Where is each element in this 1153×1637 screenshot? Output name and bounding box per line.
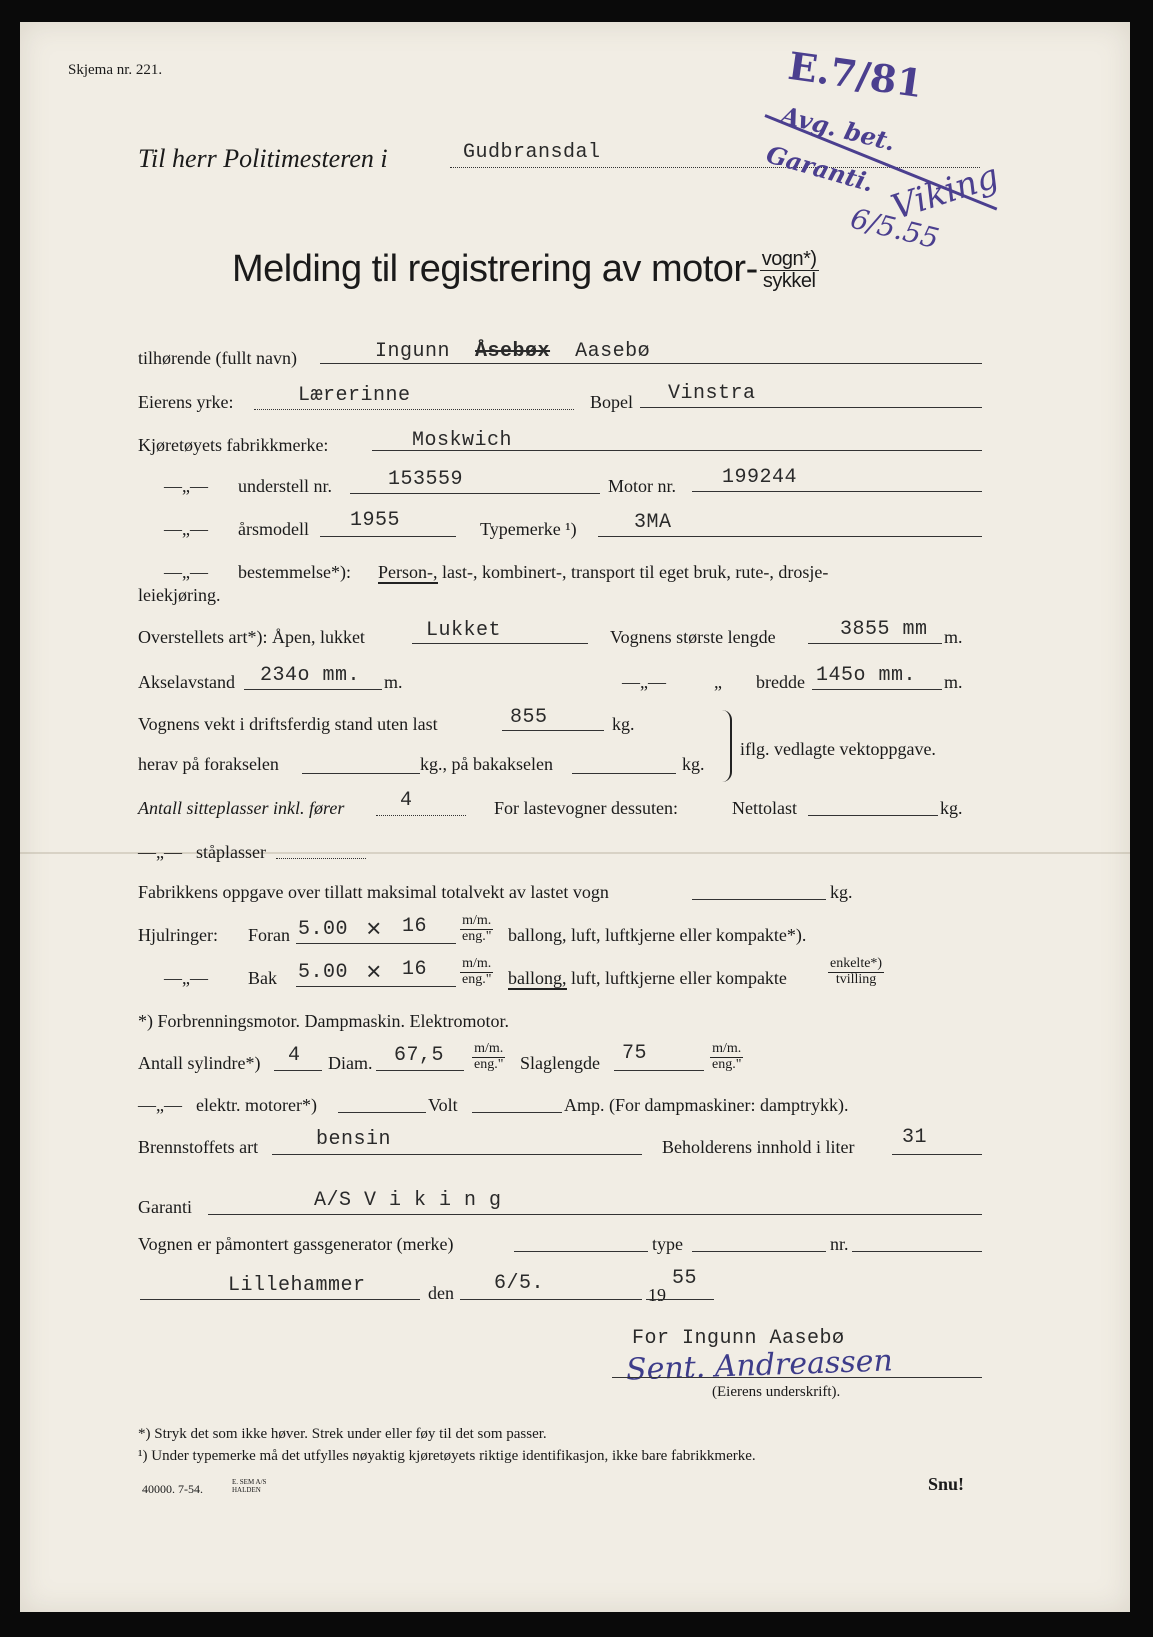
residence-line [640, 407, 982, 408]
single-label: enkelte*) [830, 956, 883, 971]
front-value-a[interactable]: 5.00 [298, 918, 349, 941]
gas-type-label: type [652, 1234, 683, 1254]
occupation-value[interactable]: Lærerinne [298, 384, 411, 407]
stroke-value[interactable]: 75 [622, 1042, 648, 1065]
fuel-label: Brennstoffets art [138, 1137, 259, 1157]
chassis-line [350, 493, 600, 494]
title-text: Melding til registrering av motor- [232, 248, 758, 290]
motor-label: Motor nr. [608, 476, 677, 496]
type-value[interactable]: 3MA [634, 511, 672, 534]
motor-value[interactable]: 199244 [722, 466, 798, 489]
footnote-2: ¹) Under typemerke må det utfylles nøyaktig kjøretøyets riktige identifikasjon, ikke bare fabrikkmerke. [138, 1448, 756, 1464]
diam-unit [472, 1042, 505, 1072]
diam-line [376, 1070, 464, 1071]
front-value-b[interactable]: 16 [402, 915, 428, 938]
seats-value[interactable]: 4 [400, 789, 413, 812]
weight-line [502, 730, 604, 731]
body-value[interactable]: Lukket [426, 619, 502, 642]
maxweight-label: Fabrikkens oppgave over tillatt maksimal totalvekt av lastet vogn [138, 882, 609, 902]
make-label: Kjøretøyets fabrikkmerke: [138, 435, 329, 455]
residence-label: Bopel [590, 392, 633, 412]
tank-label: Beholderens innhold i liter [662, 1137, 855, 1157]
signature-line [612, 1377, 982, 1378]
length-unit: m. [944, 627, 963, 647]
weight-unit: kg. [612, 714, 635, 734]
maxweight-unit: kg. [830, 882, 853, 902]
date-label: den [428, 1283, 454, 1303]
ditto-4: —„— [622, 672, 666, 692]
owner-last: Aasebø [575, 340, 651, 363]
rear-axle-unit: kg. [682, 754, 705, 774]
owner-first: Ingunn [375, 340, 451, 363]
fuel-value[interactable]: bensin [316, 1128, 392, 1151]
chassis-label: understell nr. [238, 476, 332, 496]
twin-label: tvilling [835, 971, 877, 987]
width-value[interactable]: 145o mm. [816, 664, 917, 687]
amp-label: Amp. (For dampmaskiner: damptrykk). [564, 1095, 849, 1115]
front-unit [460, 914, 493, 944]
length-line [808, 643, 942, 644]
make-value[interactable]: Moskwich [412, 429, 513, 452]
owner-struck: Åsebøx [475, 340, 551, 363]
ditto-7: —„— [138, 1095, 182, 1115]
front-axle-label: herav på forakselen [138, 754, 279, 774]
axle-unit: m. [384, 672, 403, 692]
title-frac-top: vogn*) [761, 248, 817, 271]
chassis-value[interactable]: 153559 [388, 468, 464, 491]
axle-value[interactable]: 234o mm. [260, 664, 361, 687]
title-fraction [760, 249, 819, 292]
width-quote: „ [714, 672, 722, 692]
stamp-guarantee: Garanti. [763, 139, 878, 198]
gas-nr-label: nr. [830, 1234, 849, 1254]
guarantee-line [208, 1214, 982, 1215]
owner-signature[interactable]: Sent. Andreassen [625, 1343, 894, 1388]
ditto-3: —„— [164, 562, 208, 582]
type-label: Typemerke ¹) [480, 519, 577, 539]
stroke-unit-eng: eng." [712, 1056, 742, 1072]
form-page [20, 22, 1130, 1612]
body-line [412, 643, 588, 644]
purpose-rest: last-, kombinert-, transport til eget bruk, rute-, drosje- [442, 562, 829, 582]
width-label: bredde [756, 672, 805, 692]
rear-value-a[interactable]: 5.00 [298, 961, 349, 984]
cyl-label: Antall sylindre*) [138, 1053, 261, 1073]
purpose-line2: leiekjøring. [138, 585, 221, 605]
gas-nr-line[interactable] [852, 1251, 982, 1252]
stroke-unit-mm: m/m. [710, 1042, 743, 1058]
diam-value[interactable]: 67,5 [394, 1044, 445, 1067]
seats-line [376, 815, 466, 816]
front-times: × [366, 915, 383, 945]
purpose-options[interactable] [378, 562, 828, 583]
front-line [296, 943, 456, 944]
front-unit-mm: m/m. [460, 914, 493, 930]
signature-caption: (Eierens underskrift). [712, 1384, 841, 1400]
occupation-label: Eierens yrke: [138, 392, 234, 412]
rear-unit [460, 957, 493, 987]
guarantee-value[interactable]: A/S V i k i n g [314, 1189, 502, 1212]
footer-printer: E. SEM A/S HALDEN [232, 1478, 267, 1494]
year-line [320, 536, 456, 537]
ditto-2: —„— [164, 519, 208, 539]
width-unit: m. [944, 672, 963, 692]
rear-value-b[interactable]: 16 [402, 958, 428, 981]
front-tyre-types[interactable]: ballong, luft, luftkjerne eller kompakte*). [508, 925, 807, 945]
rear-axle-label: kg., på bakakselen [420, 754, 553, 774]
date-value[interactable]: 6/5. [494, 1272, 545, 1295]
volt-label: Volt [428, 1095, 458, 1115]
page-title [232, 248, 819, 292]
diam-label: Diam. [328, 1053, 373, 1073]
electric-line[interactable] [338, 1112, 426, 1113]
weight-value[interactable]: 855 [510, 706, 548, 729]
year-value[interactable]: 1955 [350, 509, 401, 532]
weight-label: Vognens vekt i driftsferdig stand uten last [138, 714, 438, 734]
owner-line [320, 363, 982, 364]
rear-times: × [366, 958, 383, 988]
front-unit-eng: eng." [462, 928, 492, 944]
single-twin[interactable] [828, 957, 884, 987]
seats-label: Antall sitteplasser inkl. fører [138, 798, 345, 818]
tank-line [892, 1154, 982, 1155]
length-value[interactable]: 3855 mm [840, 618, 928, 641]
body-label: Overstellets art*): Åpen, lukket [138, 627, 365, 647]
ditto-6: —„— [164, 968, 208, 988]
occupation-line [254, 409, 574, 410]
rear-line [296, 986, 456, 987]
netload-line[interactable] [808, 815, 938, 816]
rear-tyre-types[interactable] [508, 968, 787, 989]
purpose-label: bestemmelse*): [238, 562, 351, 582]
gas-line[interactable] [514, 1251, 648, 1252]
guarantee-label: Garanti [138, 1197, 192, 1217]
stroke-label: Slaglengde [520, 1053, 600, 1073]
stroke-unit [710, 1042, 743, 1072]
rear-tyre-balloon: ballong, [508, 968, 567, 988]
footer-turn: Snu! [928, 1474, 965, 1494]
ditto-5: —„— [138, 842, 182, 862]
truck-label: For lastevogner dessuten: [494, 798, 678, 818]
title-frac-bottom: sykkel [762, 270, 816, 293]
rear-unit-eng: eng." [462, 971, 492, 987]
electric-label: elektr. motorer*) [196, 1095, 317, 1115]
weight-brace [720, 710, 732, 782]
purpose-selected: Person-, [378, 562, 438, 582]
length-label: Vognens største lengde [610, 627, 776, 647]
rear-unit-mm: m/m. [460, 957, 493, 973]
date-line [460, 1299, 642, 1300]
fuel-line [272, 1154, 642, 1155]
year-prefix: 19 [648, 1285, 666, 1305]
tank-value[interactable]: 31 [902, 1126, 928, 1149]
residence-value[interactable]: Vinstra [668, 382, 756, 405]
front-axle-line[interactable] [302, 773, 420, 774]
netload-unit: kg. [940, 798, 963, 818]
standing-label: ståplasser [196, 842, 266, 862]
weight-note: iflg. vedlagte vektoppgave. [740, 739, 936, 759]
footer-code: 40000. 7-54. [142, 1482, 203, 1496]
stamp-paid: Avg. bet. [778, 100, 899, 157]
stamp-date: 6/5.55 [847, 201, 943, 256]
rear-tyre-rest: luft, luftkjerne eller kompakte [571, 968, 787, 988]
make-line [372, 450, 982, 451]
for-owner: For Ingunn Aasebø [632, 1327, 845, 1350]
addressee-label: Til herr Politimesteren i [138, 144, 388, 173]
owner-value[interactable] [375, 340, 650, 363]
standing-line[interactable] [276, 858, 366, 859]
netload-label: Nettolast [732, 798, 797, 818]
diam-unit-mm: m/m. [472, 1042, 505, 1058]
volt-line[interactable] [472, 1112, 562, 1113]
rear-label: Bak [248, 968, 277, 988]
engine-types: *) Forbrenningsmotor. Dampmaskin. Elektromotor. [138, 1011, 509, 1031]
rear-axle-line[interactable] [572, 773, 676, 774]
gas-label: Vognen er påmontert gassgenerator (merke) [138, 1234, 454, 1254]
wheels-label: Hjulringer: [138, 925, 218, 945]
axle-line [244, 689, 382, 690]
stamp-handwriting: Viking [886, 155, 1004, 229]
form-number: Skjema nr. 221. [68, 62, 163, 78]
stroke-line [614, 1070, 704, 1071]
addressee-value[interactable]: Gudbransdal [463, 141, 601, 164]
date-year-value[interactable]: 55 [672, 1267, 698, 1290]
year-line [646, 1299, 714, 1300]
width-line [812, 689, 942, 690]
stamp-code: E.7/81 [785, 42, 926, 107]
motor-line [692, 491, 982, 492]
paper-fold [20, 852, 1130, 854]
gas-type-line[interactable] [692, 1251, 826, 1252]
diam-unit-eng: eng." [474, 1056, 504, 1072]
cyl-value[interactable]: 4 [288, 1044, 301, 1067]
ditto-1: —„— [164, 476, 208, 496]
place-value[interactable]: Lillehammer [228, 1274, 366, 1297]
owner-label: tilhørende (fullt navn) [138, 348, 297, 368]
place-line [140, 1299, 420, 1300]
type-line [598, 536, 982, 537]
cyl-line [274, 1070, 322, 1071]
maxweight-line[interactable] [692, 899, 826, 900]
footnote-1: *) Stryk det som ikke høver. Strek under eller føy til det som passer. [138, 1426, 547, 1442]
axle-label: Akselavstand [138, 672, 235, 692]
front-label: Foran [248, 925, 290, 945]
year-label: årsmodell [238, 519, 309, 539]
